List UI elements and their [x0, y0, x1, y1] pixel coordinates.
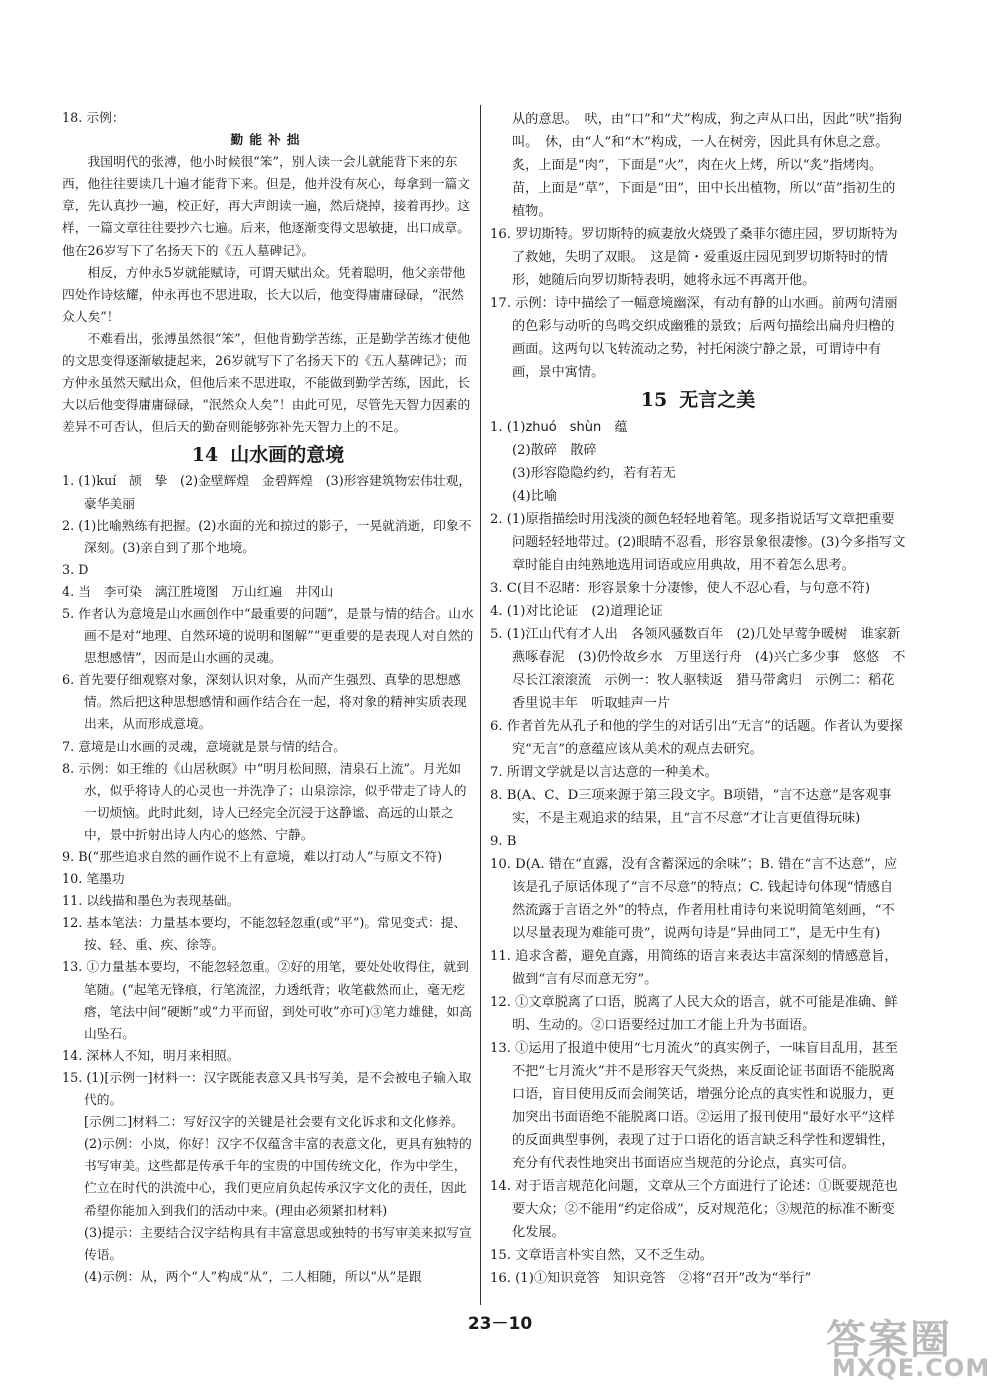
- essay-title: 勤能补拙: [230, 133, 306, 149]
- pinyin-answer: zhuó shùn: [525, 420, 602, 435]
- answer-item: 7. 意境是山水画的灵魂，意境就是景与情的结合。: [62, 739, 346, 755]
- answer-item: 6. 首先要仔细观察对象，深刻认识对象，从而产生强烈、真挚的思想感情。然后把这种思想感情和画作结合在一起，将对象的精神实质表现出来，从而形成意境。: [62, 673, 467, 733]
- answer-item: 17. 示例：诗中描绘了一幅意境幽深，有动有静的山水画。前两句清丽的色彩与动听的鸟鸣交织成幽雅的景致；后两句描绘出扁舟归橹的画面。这两句以飞转流动之势，衬托闲淡宁静之景，可谓诗中有画，景中寓情。: [490, 296, 898, 380]
- section-15-heading: [490, 386, 906, 414]
- section-14-heading: [62, 441, 474, 469]
- answer-item: 2. (1)比喻熟练有把握。(2)水面的光和掠过的影子，一晃就消逝，印象不深刻。(3)亲自到了那个地境。: [62, 518, 472, 556]
- answer-item: 3. D: [62, 562, 89, 578]
- character-answer: 蕴: [614, 420, 628, 435]
- answer-subitem: [示例二]材料二：写好汉字的关键是社会要有文化诉求和文化修养。: [84, 1115, 464, 1131]
- answer-item: 10. D(A. 错在“直露，没有含蓄深远的余味”；B. 错在“言不达意”，应该是孔子原话体现了“言不尽意”的特点；C. 钱起诗句体现“情感自然流露于言语之外”的特点，作者用杜甫诗句来说明简笔刻画，“不以尽量表现为难能可贵”，说两句诗是“异曲同工”，是无中生有): [490, 857, 898, 941]
- answer-item: 9. B: [490, 834, 517, 849]
- answer-item: 10. 笔墨功: [62, 872, 125, 888]
- answer-item: 8. 示例：如王维的《山居秋暝》中“明月松间照，清泉石上流”。月光如水，似乎将诗人的心灵也一并洗净了；山泉淙淙，似乎带走了诗人的一切烦恼。此时此刻，诗人已经完全沉浸于这静谧、高远的山景之中，景中折射出诗人内心的悠然、宁静。: [62, 761, 467, 843]
- page-number: 23－10: [467, 1314, 533, 1334]
- section-14-number: 14: [191, 444, 219, 467]
- answer-item: 1. (1)kuí 颉 挚 (2)金壁辉煌 金碧辉煌 (3)形容建筑物宏伟壮观，豪华美丽: [62, 474, 472, 512]
- answer-item: 4. 当 李可染 漓江胜境图 万山红遍 井冈山: [62, 584, 334, 600]
- answer-item: 5. 作者认为意境是山水画创作中“最重要的问题”，是景与情的结合。山水画不是对“地理、自然环境的说明和图解”“更重要的是表现人对自然的思想感情”，因而是山水画的灵魂。: [62, 606, 474, 667]
- left-column: [62, 108, 474, 1289]
- answer-item: 14. 对于语言规范化问题，文章从三个方面进行了论述：①既要规范也要大众；②不能用“约定俗成”，反对规范化；③规范的标准不断变化发展。: [490, 1179, 898, 1240]
- answer-item: 9. B(“那些追求自然的画作说不上有意境，难以打动人”与原文不符): [62, 850, 443, 865]
- answer-item: 11. 追求含蓄，避免直露，用简练的语言来表达丰富深刻的情感意旨，做到“言有尽而意无穷”。: [490, 949, 898, 987]
- answer-item: 13. ①运用了报道中使用“七月流火”的真实例子，一味盲目乱用，甚至不把“七月流火”并不是形容天气炎热，来反面论证书面语不能脱离口语，盲目使用反而会闹笑话，增强分论点的真实性和说服力，更加突出书面语绝不能脱离口语。②运用了报刊使用“最好水平”这样的反面典型事例，表现了过于口语化的语言缺乏科学性和逻辑性，充分有代表性地突出书面语应当规范的分论点，真实可信。: [490, 1041, 898, 1171]
- column-divider: [480, 105, 481, 1305]
- essay-paragraph: 相反，方仲永5岁就能赋诗，可谓天赋出众。凭着聪明，他父亲带他四处作诗炫耀，仲永再也不思进取，长大以后，他变得庸庸碌碌，“泯然众人矣”！: [62, 265, 466, 325]
- answer-item: 7. 所谓文学就是以言达意的一种美术。: [490, 765, 718, 780]
- answer-item: 16. (1)①知识竟答 知识竞答 ②将“召开”改为“举行”: [490, 1271, 812, 1286]
- answer-subitem: (4)示例：从，两个“人”构成“从”，二人相随，所以“从”是跟: [84, 1269, 422, 1285]
- answer-item: 11. 以线描和墨色为表现基础。: [62, 894, 240, 910]
- answer-subitem: (3)形容隐隐约约，若有若无: [512, 466, 676, 481]
- answer-item: [490, 416, 906, 439]
- answer-item: 3. C(目不忍睹：形容景象十分凄惨，使人不忍心看，与句意不符): [490, 581, 871, 596]
- answer-continuation: 从的意思。 吠，由“口”和“犬”构成，狗之声从口出，因此“吠”指狗叫。 休，由“人”和“木”构成，一人在树旁，因此具有休息之意。 炙，上面是“肉”，下面是“火”，肉在火上烤，所以“炙”指烤肉。 苗，上面是“草”，下面是“田”，田中长出植物，所以“苗”指初生的植物。: [512, 112, 902, 219]
- watermark-url: MXQE.COM: [832, 1354, 991, 1382]
- answer-item: 16. 罗切斯特。罗切斯特的疯妻放火烧毁了桑菲尔德庄园，罗切斯特为了救她，失明了双眼。 这是简・爱重返庄园见到罗切斯特时的情形，她随后向罗切斯特表明，她将永远不再离开他。: [490, 227, 898, 288]
- section-14-title: 山水画的意境: [230, 444, 345, 467]
- right-column: [490, 108, 906, 1290]
- answer-item: 2. (1)原指描绘时用浅淡的颜色轻轻地着笔。现多指说话写文章把重要问题轻轻地带过。(2)眼睛不忍看，形容景象很凄惨。(3)今多指写文章时能自由纯熟地选用词语或应用典故，用不着怎么思考。: [490, 512, 906, 573]
- answer-item: 12. 基本笔法：力量基本要均，不能忽轻忽重(或“平”)。常见变式：提、按、轻、重、疾、徐等。: [62, 916, 467, 954]
- watermark-logo: [818, 1308, 991, 1388]
- watermark-text: 答案圈: [826, 1317, 952, 1363]
- answer-item: 15. (1)[示例一]材料一：汉字既能表意又具书写美，是不会被电子输入取代的。: [62, 1070, 472, 1109]
- answer-subitem: (2)示例：小岚，你好！汉字不仅蕴含丰富的表意文化，更具有独特的书写审美。这些都是传承千年的宝贵的中国传统文化，作为中学生，伫立在时代的洪流中心，我们更应肩负起传承汉字文化的责任，因此希望你能加入到我们的活动中来。(理由必须紧扣材料): [84, 1137, 472, 1219]
- section-15-title: 无言之美: [679, 389, 756, 411]
- question-18-header: 18. 示例：: [62, 111, 125, 126]
- answer-item: 13. ①力量基本要均，不能忽轻忽重。②好的用笔，要处处收得住，就到笔随。(“起笔无锋痕，行笔流涩，力透纸背；收笔截然而止，毫无疙瘩，笔法中间“硬断”或“力平而留，到处可收”亦可)③笔力雄健，如高山坠石。: [62, 960, 473, 1042]
- answer-item: 14. 深林人不知，明月来相照。: [62, 1048, 240, 1064]
- essay-paragraph: 我国明代的张溥，他小时候很“笨”，别人读一会儿就能背下来的东西，他往往要读几十遍才能背下来。但是，他并没有灰心，每拿到一篇文章，先认真抄一遍，校正好，再大声朗读一遍，然后烧掉，接着再抄。这样，一篇文章往往要抄六七遍。后来，他逐渐变得文思敏捷，出口成章。他在26岁写下了名扬天下的《五人墓碑记》。: [62, 155, 470, 259]
- section-15-number: 15: [640, 389, 668, 411]
- answer-subitem: (4)比喻: [512, 489, 558, 504]
- answer-item: 6. 作者首先从孔子和他的学生的对话引出“无言”的话题。作者认为要探究“无言”的意蕴应该从美术的观点去研究。: [490, 719, 903, 757]
- essay-paragraph: 不难看出，张溥虽然很“笨”，但他肯勤学苦练，正是勤学苦练才使他的文思变得逐渐敏捷起来，26岁就写下了名扬天下的《五人墓碑记》；而方仲永虽然天赋出众，但他后来不思进取，不能做到勤学苦练，因此，长大以后他变得庸庸碌碌，“泯然众人矣”！由此可见，尽管先天智力因素的差异不可否认，但后天的勤奋则能够弥补先天智力上的不足。: [62, 331, 471, 436]
- answer-item: 4. (1)对比论证 (2)道理论证: [490, 604, 663, 619]
- answer-item: 12. ①文章脱离了口语，脱离了人民大众的语言，就不可能是准确、鲜明、生动的。②口语要经过加工才能上升为书面语。: [490, 995, 898, 1033]
- answer-subitem: (3)提示：主要结合汉字结构具有丰富意思或独特的书写审美来拟写宣传语。: [84, 1225, 472, 1263]
- answer-item: 5. (1)江山代有才人出 各领风骚数百年 (2)几处早莺争暖树 谁家新燕啄春泥 (3)仍怜故乡水 万里送行舟 (4)兴亡多少事 悠悠 不尽长江滚滚流 示例一：牧人驱犊返 猎马带禽归 示例二：稻花香里说丰年 听取蛙声一片: [490, 627, 906, 711]
- answer-prefix: 1. (1): [490, 420, 526, 435]
- answer-item: 8. B(A、C、D三项来源于第三段文字。B项错，“言不达意”是客观事实，不是主观追求的结果，且“言不尽意”才让言更值得玩味): [490, 788, 892, 826]
- answer-item: 15. 文章语言朴实自然，又不乏生动。: [490, 1248, 713, 1263]
- answer-subitem: (2)散碎 散碎: [512, 443, 597, 458]
